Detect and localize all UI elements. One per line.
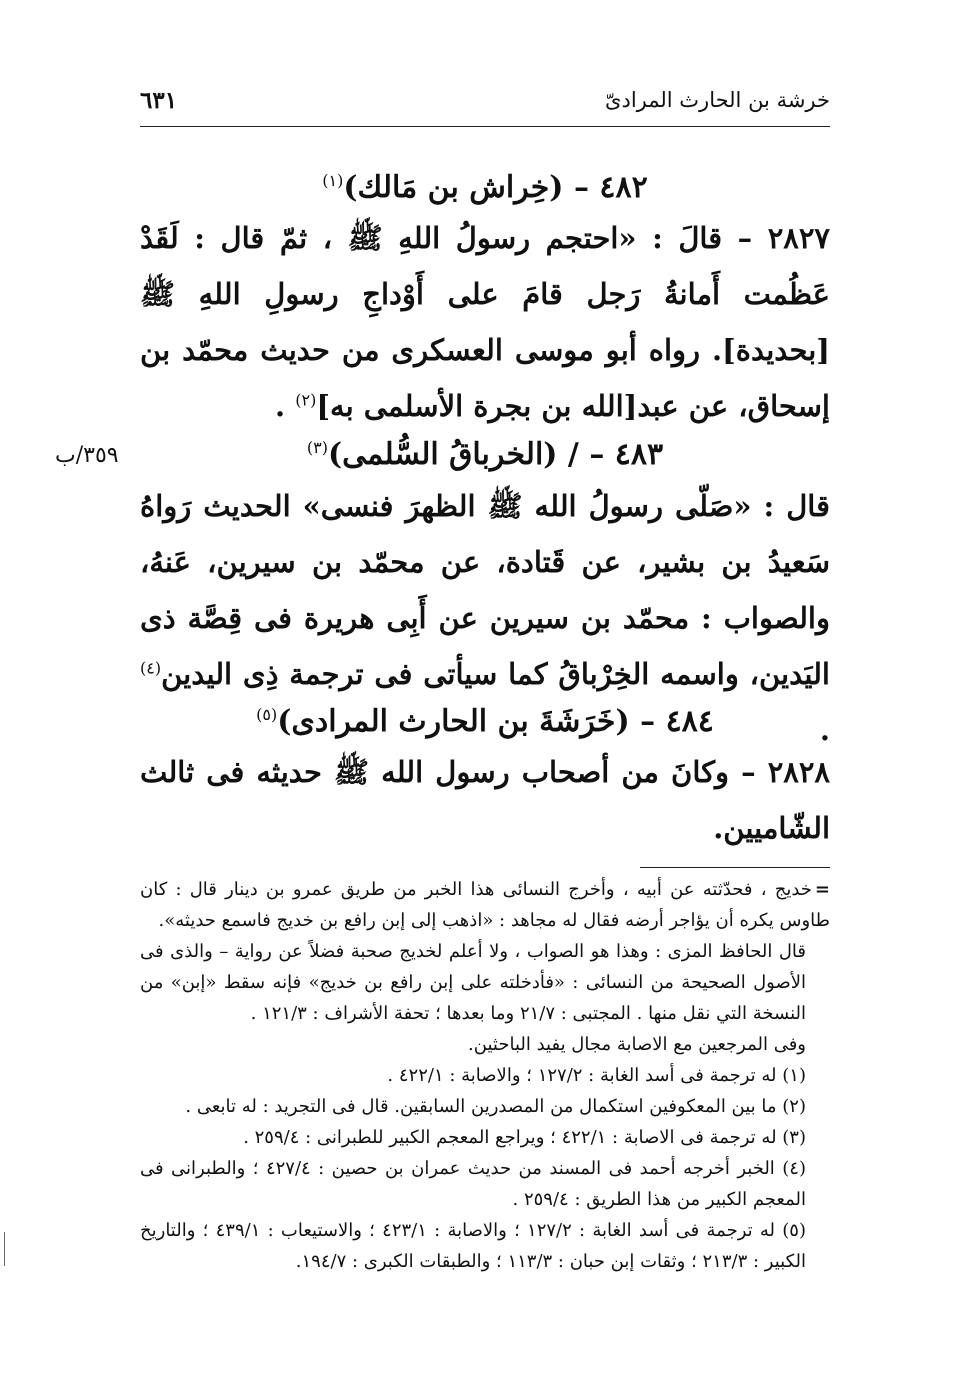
footnote-1: (١) له ترجمة فى أسد الغابة : ١٢٧/٢ ؛ والاصابة : ٤٢٢/١ .: [387, 1065, 806, 1086]
entry-title-482: [140, 168, 830, 208]
footnote-continuation: [140, 874, 830, 936]
entry-paragraph-2827: [140, 210, 830, 434]
footnote-ref[interactable]: (٢): [295, 390, 317, 410]
running-title: خرشة بن الحارث المرادىّ: [605, 88, 830, 112]
entry-title-484: [140, 702, 830, 742]
entry-title-text: ٤٨٣ – / (الخرباقُ السُّلمى): [327, 437, 664, 472]
paragraph-end: .: [819, 713, 830, 747]
paragraph-text: قال : «صَلّى رسولُ الله ﷺ الظهرَ فنسى» الحديث رَواهُ سَعيدُ بن بشير، عن قَتادة، عن محمّد بن سيرين، عَنهُ، والصواب : محمّد بن سيرين عن أَبِى هريرة فى قِصَّة ذى اليَدين، واسمه الخِرْباقُ كما سيأتى فى ترجمة ذِى اليدين: [140, 489, 830, 691]
footnote-4: (٤) الخبر أخرجه أحمد فى المسند من حديث عمران بن حصين : ٤٢٧/٤ ؛ والطبرانى فى المعجم الكبير من هذا الطريق : ٢٥٩/٤ .: [140, 1158, 806, 1210]
footnote-ref[interactable]: (٣): [306, 438, 328, 457]
footnote-2: (٢) ما بين المعكوفين استكمال من المصدرين السابقين. قال فى التجريد : له تابعى .: [185, 1096, 806, 1117]
footnote-rule: [640, 867, 830, 868]
footnote-text: خديج ، فحدّثته عن أبيه ، وأخرج النسائى هذا الخبر من طريق عمرو بن دينار قال : كان طاوس يكره أن يؤاجر أرضه فقال له مجاهد : «اذهب إلى إبن رافع بن خديج فاسمع حديثه».: [140, 879, 830, 931]
footnote-ref[interactable]: (١): [322, 171, 344, 190]
footnote-ref[interactable]: (٤): [140, 658, 162, 678]
paragraph-end: .: [275, 389, 296, 423]
header-rule: [140, 126, 830, 127]
page-number: ٦٣١: [140, 86, 178, 114]
scan-edge-mark: [4, 1232, 5, 1266]
entry-title-483: [140, 435, 830, 475]
paragraph-text: ٢٨٢٧ – قالَ : «احتجم رسولُ اللهِ ﷺ ، ثمّ قال : لَقَدْ عَظُمت أَمانةُ رَجل قامَ على أَوْداجِ رسولِ اللهِ ﷺ [بحديدة]. رواه أبو موسى العسكرى من حديث محمّد بن إسحاق، عن عبد[الله بن بجرة الأسلمى به]: [140, 221, 830, 423]
footnote-3: (٣) له ترجمة فى الاصابة : ٤٢٢/١ ؛ ويراجع المعجم الكبير للطبرانى : ٢٥٩/٤ .: [243, 1127, 806, 1148]
footnote-continuation: وفى المرجعين مع الاصابة مجال يفيد الباحثين.: [468, 1034, 806, 1055]
entry-title-text: ٤٨٢ – (خِراش بن مَالك): [343, 170, 648, 205]
footnote-ref[interactable]: (٥): [256, 705, 278, 724]
footnote-5: (٥) له ترجمة فى أسد الغابة : ١٢٧/٢ ؛ والاصابة : ٤٢٣/١ ؛ والاستيعاب : ٤٣٩/١ ؛ والتاريخ الكبير : ٢١٣/٣ ؛ وثقات إبن حبان : ١١٣/٣ ؛ والطبقات الكبرى : ١٩٤/٧.: [140, 1220, 806, 1272]
paragraph-text: ٢٨٢٨ – وكانَ من أصحاب رسول الله ﷺ حديثه فى ثالث الشّاميين.: [140, 755, 830, 845]
entry-title-text: ٤٨٤ – (خَرَشَةَ بن الحارث المرادى): [277, 704, 714, 739]
margin-folio-note: ٣٥٩/ب: [55, 443, 119, 468]
entry-paragraph-2828: [140, 744, 830, 856]
footnotes: [140, 874, 830, 1277]
page-header: [140, 80, 830, 120]
continuation-mark: =: [814, 879, 830, 900]
footnote-continuation: قال الحافظ المزى : وهذا هو الصواب ، ولا أعلم لخديج صحبة فضلاً عن رواية – والذى فى الأصول الصحيحة من النسائى : «فأدخلته على إبن رافع بن خديج» فإنه سقط «إبن» من النسخة التي نقل منها . المجتبى : ٢١/٧ وما بعدها ؛ تحفة الأشراف : ١٢١/٣ .: [140, 941, 806, 1024]
